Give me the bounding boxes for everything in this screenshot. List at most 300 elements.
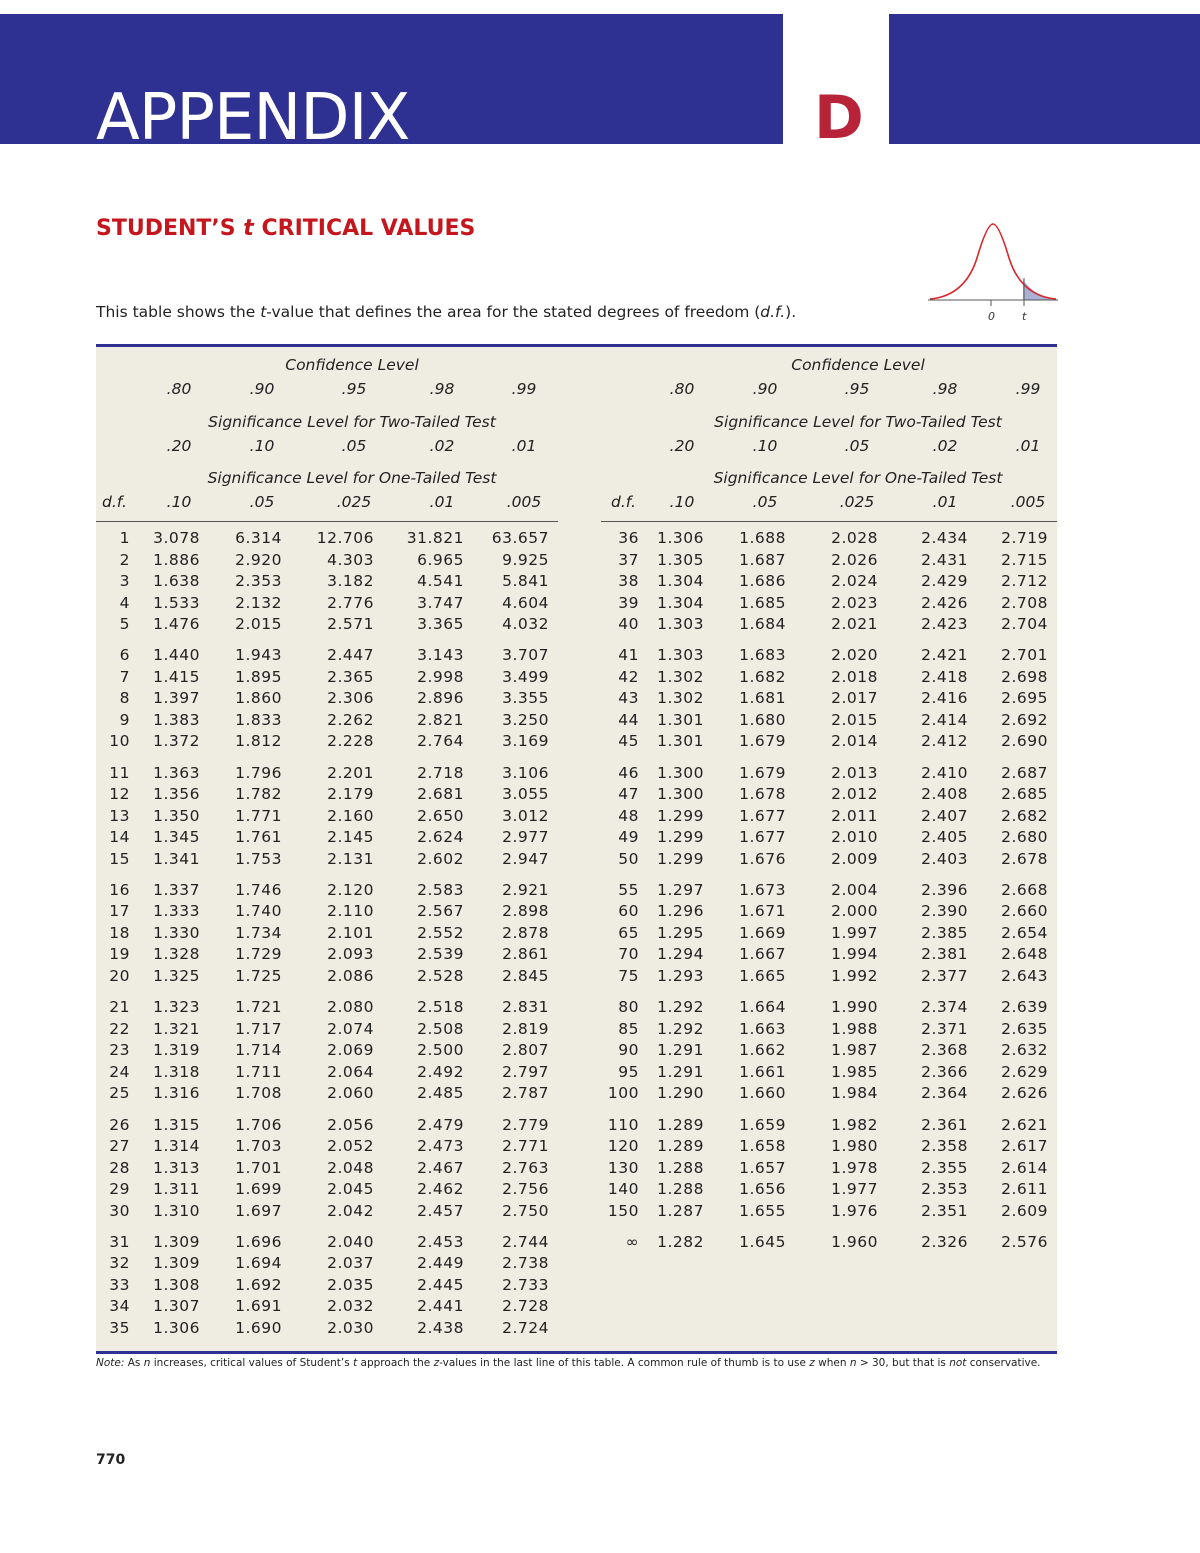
right-two-tailed-label: Significance Level for Two-Tailed Test: [714, 413, 1002, 431]
critical-value: 1.886: [153, 550, 200, 569]
critical-value: 1.333: [153, 902, 200, 921]
right-confidence-level: .98: [932, 380, 958, 398]
right-two-tailed-level: .02: [932, 437, 958, 455]
left-confidence-level: .80: [166, 380, 192, 398]
critical-value: 1.895: [235, 667, 282, 686]
critical-value: 63.657: [491, 529, 549, 547]
critical-value: 2.351: [921, 1201, 968, 1220]
critical-value: 2.045: [327, 1180, 374, 1198]
critical-value: 2.069: [327, 1041, 374, 1060]
critical-value: 1.299: [657, 828, 704, 847]
critical-value: 2.074: [327, 1019, 374, 1038]
critical-value: 2.364: [921, 1084, 968, 1103]
critical-value: 1.690: [235, 1318, 282, 1337]
df-value: 120: [607, 1137, 639, 1155]
critical-value: 1.696: [235, 1232, 282, 1251]
intro-t: t: [260, 303, 267, 321]
critical-value: 1.310: [153, 1201, 200, 1220]
critical-value: 1.676: [739, 849, 786, 868]
critical-value: 1.782: [235, 785, 282, 804]
critical-value: 2.467: [417, 1158, 464, 1177]
critical-value: 2.032: [327, 1297, 374, 1316]
critical-value: 2.037: [327, 1254, 374, 1273]
critical-value: 2.654: [1001, 923, 1048, 942]
critical-value: 3.499: [502, 667, 549, 686]
critical-value: 1.711: [235, 1062, 282, 1081]
critical-value: 1.303: [657, 646, 704, 665]
critical-value: 1.662: [739, 1041, 786, 1060]
critical-value: 1.664: [739, 998, 786, 1017]
critical-value: 2.831: [502, 998, 549, 1017]
critical-value: 4.604: [502, 593, 549, 612]
critical-value: 1.299: [657, 849, 704, 868]
critical-value: 2.680: [1001, 828, 1048, 847]
left-two-tailed-level: .10: [249, 437, 275, 455]
df-value: 65: [618, 923, 639, 942]
critical-value: 1.721: [235, 998, 282, 1017]
critical-values-table: [96, 344, 1057, 1354]
left-two-tailed-label: Significance Level for Two-Tailed Test: [208, 413, 496, 431]
df-value: 38: [618, 572, 639, 590]
critical-value: 1.753: [235, 849, 282, 868]
critical-value: 1.692: [235, 1275, 282, 1294]
critical-value: 2.000: [831, 902, 878, 921]
critical-value: 3.055: [502, 785, 549, 804]
critical-value: 4.541: [417, 572, 464, 590]
critical-value: 1.363: [153, 763, 200, 782]
critical-value: 2.377: [921, 966, 968, 985]
critical-value: 1.296: [657, 902, 704, 921]
left-one-tailed-level: .01: [429, 493, 455, 511]
right-confidence-level: .99: [1015, 380, 1041, 398]
df-value: 36: [618, 529, 639, 547]
critical-value: 2.355: [921, 1158, 968, 1177]
critical-value: 2.262: [327, 710, 374, 729]
critical-value: 1.293: [657, 966, 704, 985]
critical-value: 2.771: [502, 1137, 549, 1155]
critical-value: 2.583: [417, 880, 464, 899]
critical-value: 3.078: [153, 529, 200, 547]
df-value: 9: [119, 710, 130, 729]
critical-value: 2.042: [327, 1201, 374, 1220]
section-title-post: CRITICAL VALUES: [253, 216, 476, 241]
critical-value: 2.030: [327, 1318, 374, 1337]
critical-value: 1.292: [657, 1019, 704, 1038]
critical-value: 2.385: [921, 923, 968, 942]
note-part2: increases, critical values of Student’s: [150, 1357, 354, 1369]
df-value: 55: [618, 880, 639, 899]
section-title: [96, 216, 475, 241]
df-value: 3: [119, 572, 130, 590]
critical-value: 1.301: [657, 732, 704, 751]
critical-value: 2.479: [417, 1115, 464, 1134]
right-two-tailed-level: .01: [1015, 437, 1041, 455]
critical-value: 1.306: [153, 1318, 200, 1337]
critical-value: 1.323: [153, 998, 200, 1017]
critical-value: 2.733: [502, 1275, 549, 1294]
critical-value: 2.445: [417, 1275, 464, 1294]
df-value: 34: [109, 1297, 130, 1316]
critical-value: 1.345: [153, 828, 200, 847]
df-value: 90: [618, 1041, 639, 1060]
df-value: 75: [618, 966, 639, 985]
critical-value: 2.462: [417, 1180, 464, 1198]
note-part5: when: [814, 1357, 850, 1369]
df-value: 2: [119, 550, 130, 569]
df-value: 7: [119, 667, 130, 686]
critical-value: 2.441: [417, 1297, 464, 1316]
critical-value: 2.423: [921, 615, 968, 633]
critical-value: 1.316: [153, 1084, 200, 1103]
critical-value: 1.476: [153, 615, 200, 633]
critical-value: 2.682: [1001, 806, 1048, 825]
critical-value: 2.010: [831, 828, 878, 847]
df-value: 14: [109, 828, 130, 847]
critical-value: 1.729: [235, 945, 282, 964]
section-title-pre: STUDENT’S: [96, 216, 244, 241]
df-value: 25: [109, 1084, 130, 1103]
df-value: 30: [109, 1201, 130, 1220]
critical-value: 2.678: [1001, 849, 1048, 868]
df-value: 5: [119, 615, 130, 633]
critical-value: 2.611: [1001, 1180, 1048, 1198]
df-value: 35: [109, 1318, 130, 1337]
df-value: 15: [109, 849, 130, 868]
critical-value: 2.410: [921, 763, 968, 782]
df-value: 31: [109, 1232, 130, 1251]
critical-value: 1.302: [657, 689, 704, 708]
critical-value: 3.182: [327, 572, 374, 590]
left-two-tailed-level: .20: [166, 437, 192, 455]
right-header-rule: [601, 521, 1057, 522]
critical-value: 2.408: [921, 785, 968, 804]
critical-value: 1.302: [657, 667, 704, 686]
critical-value: 2.004: [831, 880, 878, 899]
df-value: 49: [618, 828, 639, 847]
critical-value: 2.539: [417, 945, 464, 964]
critical-value: 1.303: [657, 615, 704, 633]
critical-value: 1.660: [739, 1084, 786, 1103]
critical-value: 1.678: [739, 785, 786, 804]
critical-value: 2.977: [502, 828, 549, 847]
critical-value: 2.093: [327, 945, 374, 964]
critical-value: 2.738: [502, 1254, 549, 1273]
critical-value: 1.658: [739, 1137, 786, 1155]
critical-value: 1.701: [235, 1158, 282, 1177]
critical-value: 1.337: [153, 880, 200, 899]
df-value: 70: [618, 945, 639, 964]
df-value: 42: [618, 667, 639, 686]
intro-df: d.f.: [760, 303, 786, 321]
critical-value: 2.698: [1001, 667, 1048, 686]
critical-value: 1.659: [739, 1115, 786, 1134]
critical-value: 2.353: [235, 572, 282, 590]
critical-value: 1.301: [657, 710, 704, 729]
critical-value: 2.576: [1001, 1232, 1048, 1251]
note-t: t: [353, 1357, 358, 1369]
intro-mid: -value that defines the area for the stated degrees of freedom (: [266, 303, 761, 321]
critical-value: 3.143: [417, 646, 464, 665]
critical-value: 2.374: [921, 998, 968, 1017]
critical-value: 1.980: [831, 1137, 878, 1155]
critical-value: 2.201: [327, 763, 374, 782]
table-note: [96, 1357, 1041, 1369]
critical-value: 2.434: [921, 529, 968, 547]
critical-value: 3.365: [417, 615, 464, 633]
df-value: 60: [618, 902, 639, 921]
critical-value: 2.021: [831, 615, 878, 633]
critical-value: 12.706: [316, 529, 374, 547]
df-value: 22: [109, 1019, 130, 1038]
critical-value: 2.756: [502, 1180, 549, 1198]
critical-value: 2.421: [921, 646, 968, 665]
critical-value: 2.764: [417, 732, 464, 751]
critical-value: 2.629: [1001, 1062, 1048, 1081]
critical-value: 1.740: [235, 902, 282, 921]
critical-value: 2.787: [502, 1084, 549, 1103]
left-confidence-level: .99: [511, 380, 537, 398]
t-distribution-figure: [925, 218, 1060, 328]
critical-value: 2.776: [327, 593, 374, 612]
right-one-tailed-level: .025: [839, 493, 875, 511]
critical-value: 2.626: [1001, 1084, 1048, 1103]
left-one-tailed-label: Significance Level for One-Tailed Test: [207, 469, 497, 487]
critical-value: 2.056: [327, 1115, 374, 1134]
critical-value: 2.407: [921, 806, 968, 825]
df-value: 95: [618, 1062, 639, 1081]
critical-value: 2.690: [1001, 732, 1048, 751]
critical-value: 1.686: [739, 572, 786, 590]
critical-value: 1.645: [739, 1232, 786, 1251]
critical-value: 2.744: [502, 1232, 549, 1251]
critical-value: 1.997: [831, 923, 878, 942]
critical-value: 1.682: [739, 667, 786, 686]
critical-value: 2.015: [831, 710, 878, 729]
critical-value: 5.841: [502, 572, 549, 590]
critical-value: 1.796: [235, 763, 282, 782]
df-value: 29: [109, 1180, 130, 1198]
critical-value: 1.977: [831, 1180, 878, 1198]
critical-value: 2.011: [831, 806, 878, 825]
critical-value: 2.020: [831, 646, 878, 665]
critical-value: 2.473: [417, 1137, 464, 1155]
critical-value: 1.681: [739, 689, 786, 708]
critical-value: 1.671: [739, 902, 786, 921]
critical-value: 1.290: [657, 1084, 704, 1103]
critical-value: 2.621: [1001, 1115, 1048, 1134]
df-value: 44: [618, 710, 639, 729]
critical-value: 1.984: [831, 1084, 878, 1103]
critical-value: 2.819: [502, 1019, 549, 1038]
right-one-tailed-label: Significance Level for One-Tailed Test: [713, 469, 1003, 487]
critical-value: 1.350: [153, 806, 200, 825]
right-two-tailed-level: .10: [752, 437, 778, 455]
note-z2: z: [809, 1357, 815, 1369]
left-confidence-level: .95: [341, 380, 367, 398]
critical-value: 1.667: [739, 945, 786, 964]
critical-value: 2.179: [327, 785, 374, 804]
critical-value: 2.405: [921, 828, 968, 847]
critical-value: 2.416: [921, 689, 968, 708]
right-one-tailed-level: .005: [1010, 493, 1046, 511]
critical-value: 2.485: [417, 1084, 464, 1103]
critical-value: 1.669: [739, 923, 786, 942]
critical-value: 1.311: [153, 1180, 200, 1198]
note-n2: n: [849, 1357, 857, 1369]
critical-value: 2.381: [921, 945, 968, 964]
critical-value: 1.300: [657, 785, 704, 804]
critical-value: 2.552: [417, 923, 464, 942]
critical-value: 1.313: [153, 1158, 200, 1177]
critical-value: 1.697: [235, 1201, 282, 1220]
critical-value: 2.685: [1001, 785, 1048, 804]
appendix-letter: D: [814, 83, 864, 153]
critical-value: 1.994: [831, 945, 878, 964]
df-value: 13: [109, 806, 130, 825]
critical-value: 2.457: [417, 1201, 464, 1220]
df-value: 17: [109, 902, 130, 921]
df-value: 39: [618, 593, 639, 612]
critical-value: 2.131: [327, 849, 374, 868]
intro-pre: This table shows the: [96, 303, 261, 321]
critical-value: 2.878: [502, 923, 549, 942]
note-label: Note:: [96, 1357, 125, 1369]
critical-value: 1.309: [153, 1232, 200, 1251]
critical-value: 2.704: [1001, 615, 1048, 633]
critical-value: 2.023: [831, 593, 878, 612]
critical-value: 2.650: [417, 806, 464, 825]
note-n1: n: [143, 1357, 151, 1369]
critical-value: 2.624: [417, 828, 464, 847]
df-value: 26: [109, 1115, 130, 1134]
critical-value: 2.426: [921, 593, 968, 612]
critical-value: 1.291: [657, 1041, 704, 1060]
df-value: 41: [618, 646, 639, 665]
critical-value: 2.018: [831, 667, 878, 686]
critical-value: 2.431: [921, 550, 968, 569]
critical-value: 1.356: [153, 785, 200, 804]
critical-value: 2.728: [502, 1297, 549, 1316]
critical-value: 3.747: [417, 593, 464, 612]
right-one-tailed-level: .05: [752, 493, 778, 511]
critical-value: 2.614: [1001, 1158, 1048, 1177]
left-one-tailed-level: .05: [249, 493, 275, 511]
df-value: 40: [618, 615, 639, 633]
right-one-tailed-level: .10: [669, 493, 695, 511]
critical-value: 2.648: [1001, 945, 1048, 964]
critical-value: 2.947: [502, 849, 549, 868]
critical-value: 2.060: [327, 1084, 374, 1103]
critical-value: 1.289: [657, 1137, 704, 1155]
critical-value: 1.683: [739, 646, 786, 665]
critical-value: 3.355: [502, 689, 549, 708]
critical-value: 2.715: [1001, 550, 1048, 569]
critical-value: 2.361: [921, 1115, 968, 1134]
df-value: 33: [109, 1275, 130, 1294]
critical-value: 1.990: [831, 998, 878, 1017]
distribution-curve: [930, 224, 1056, 299]
right-two-tailed-level: .20: [669, 437, 695, 455]
critical-value: 2.101: [327, 923, 374, 942]
critical-value: 2.692: [1001, 710, 1048, 729]
critical-value: 1.985: [831, 1062, 878, 1081]
df-value: 8: [119, 689, 130, 708]
left-confidence-level: .90: [249, 380, 275, 398]
critical-value: 1.714: [235, 1041, 282, 1060]
right-confidence-label: Confidence Level: [791, 356, 925, 374]
critical-value: 2.015: [235, 615, 282, 633]
note-part1: As: [124, 1357, 144, 1369]
left-confidence-level: .98: [429, 380, 455, 398]
intro-post: ).: [785, 303, 797, 321]
critical-value: 1.679: [739, 732, 786, 751]
critical-value: 1.325: [153, 966, 200, 985]
critical-value: 2.086: [327, 966, 374, 985]
critical-value: 2.040: [327, 1232, 374, 1251]
header-banner-right: [889, 14, 1200, 144]
critical-value: 2.306: [327, 689, 374, 708]
df-value: 46: [618, 763, 639, 782]
critical-value: 2.009: [831, 849, 878, 868]
critical-value: 2.508: [417, 1019, 464, 1038]
note-part6: > 30, but that is: [856, 1357, 950, 1369]
left-confidence-label: Confidence Level: [285, 356, 419, 374]
critical-value: 1.661: [739, 1062, 786, 1081]
right-confidence-level: .90: [752, 380, 778, 398]
df-value: 27: [109, 1137, 130, 1155]
critical-value: 1.308: [153, 1275, 200, 1294]
df-value: 43: [618, 689, 639, 708]
left-two-tailed-level: .01: [511, 437, 537, 455]
critical-value: 2.028: [831, 529, 878, 547]
critical-value: 2.695: [1001, 689, 1048, 708]
critical-value: 4.303: [327, 550, 374, 569]
df-value: 140: [607, 1180, 639, 1198]
critical-value: 1.297: [657, 880, 704, 899]
critical-value: 1.533: [153, 593, 200, 612]
df-value: 47: [618, 785, 639, 804]
df-value: 110: [607, 1115, 639, 1134]
critical-value: 1.860: [235, 689, 282, 708]
critical-value: 1.307: [153, 1297, 200, 1316]
critical-value: 1.288: [657, 1158, 704, 1177]
critical-value: 2.429: [921, 572, 968, 590]
critical-value: 2.639: [1001, 998, 1048, 1017]
critical-value: 2.326: [921, 1232, 968, 1251]
critical-value: 2.160: [327, 806, 374, 825]
critical-value: 2.353: [921, 1180, 968, 1198]
critical-value: 1.306: [657, 529, 704, 547]
critical-value: 1.304: [657, 593, 704, 612]
critical-value: 1.314: [153, 1137, 200, 1155]
page-number: 770: [96, 1452, 126, 1468]
critical-value: 1.677: [739, 806, 786, 825]
critical-value: 2.492: [417, 1062, 464, 1081]
df-value: 10: [109, 732, 130, 751]
intro-text: [96, 303, 796, 321]
left-one-tailed-level: .025: [336, 493, 372, 511]
critical-value: 2.998: [417, 667, 464, 686]
critical-value: 2.017: [831, 689, 878, 708]
note-part7: conservative.: [966, 1357, 1041, 1369]
critical-value: 1.943: [235, 646, 282, 665]
df-value: 1: [119, 529, 130, 547]
critical-value: 1.321: [153, 1019, 200, 1038]
critical-value: 2.861: [502, 945, 549, 964]
df-value: 100: [607, 1084, 639, 1103]
critical-value: 1.694: [235, 1254, 282, 1273]
df-value: 50: [618, 849, 639, 868]
